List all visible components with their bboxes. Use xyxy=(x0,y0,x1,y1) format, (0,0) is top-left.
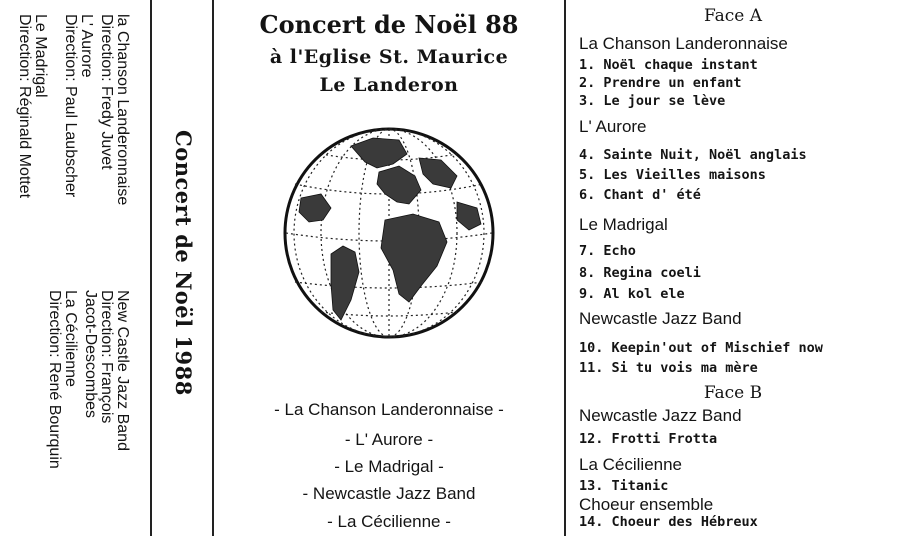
spine-panel xyxy=(152,0,214,536)
globe-illustration xyxy=(281,124,497,342)
cover-group: - Le Madrigal - xyxy=(334,457,444,476)
front-cover xyxy=(214,0,566,536)
credit-director: Direction: Réginald Mottet xyxy=(16,14,33,199)
track-group-heading: L' Aurore xyxy=(579,117,647,136)
cover-group: - Newcastle Jazz Band xyxy=(302,484,476,503)
track-item: 4. Sainte Nuit, Noël anglais xyxy=(579,147,807,163)
credit-director: Direction: Fredy Juvet xyxy=(98,14,115,170)
track-item: 7. Echo xyxy=(579,243,636,259)
track-group-heading: Newcastle Jazz Band xyxy=(579,406,742,425)
credit-group-name: la Chanson Landeronnaise xyxy=(114,14,131,206)
track-item: 12. Frotti Frotta xyxy=(579,431,718,447)
credit-director: Direction: René Bourquin xyxy=(46,290,63,469)
track-group-heading: Le Madrigal xyxy=(579,215,668,234)
track-item: 3. Le jour se lève xyxy=(579,93,726,109)
track-item: 6. Chant d' été xyxy=(579,187,701,203)
cover-group: - L' Aurore - xyxy=(344,430,434,449)
track-item: 1. Noël chaque instant xyxy=(579,57,758,73)
track-group-heading: Choeur ensemble xyxy=(579,495,714,514)
track-item: 14. Choeur des Hébreux xyxy=(579,514,758,530)
credit-group-name: Le Madrigal xyxy=(32,14,49,98)
cover-group: - La Cécilienne - xyxy=(327,512,451,531)
face-a-heading: Face A xyxy=(703,6,763,26)
cover-subtitle: à l'Eglise St. Maurice xyxy=(269,46,509,68)
track-group-heading: Newcastle Jazz Band xyxy=(579,309,742,328)
credits-panel xyxy=(0,0,152,536)
tracklist-panel xyxy=(566,0,900,536)
spine-title: Concert de Noël 1988 xyxy=(171,130,196,396)
credit-director: Direction: Paul Laubscher xyxy=(62,14,79,198)
credit-director: Direction: François xyxy=(98,290,115,424)
cover-place: Le Landeron xyxy=(319,74,459,96)
credit-group-name: L' Aurore xyxy=(78,14,95,78)
track-item: 2. Prendre un enfant xyxy=(579,75,742,91)
track-item: 13. Titanic xyxy=(579,478,669,494)
credit-group-name: La Cécilienne xyxy=(62,290,79,387)
track-item: 11. Si tu vois ma mère xyxy=(579,360,758,376)
credit-director: Jacot-Descombes xyxy=(82,290,99,419)
credit-group-name: New Castle Jazz Band xyxy=(114,290,131,451)
cover-group: - La Chanson Landeronnaise - xyxy=(274,400,504,419)
track-group-heading: La Cécilienne xyxy=(579,455,683,474)
track-item: 10. Keepin'out of Mischief now xyxy=(579,340,823,356)
track-item: 5. Les Vieilles maisons xyxy=(579,167,766,183)
track-group-heading: La Chanson Landeronnaise xyxy=(579,34,788,53)
face-b-heading: Face B xyxy=(703,383,763,403)
track-item: 8. Regina coeli xyxy=(579,265,701,281)
cover-title: Concert de Noël 88 xyxy=(259,10,519,39)
track-item: 9. Al kol ele xyxy=(579,286,685,302)
